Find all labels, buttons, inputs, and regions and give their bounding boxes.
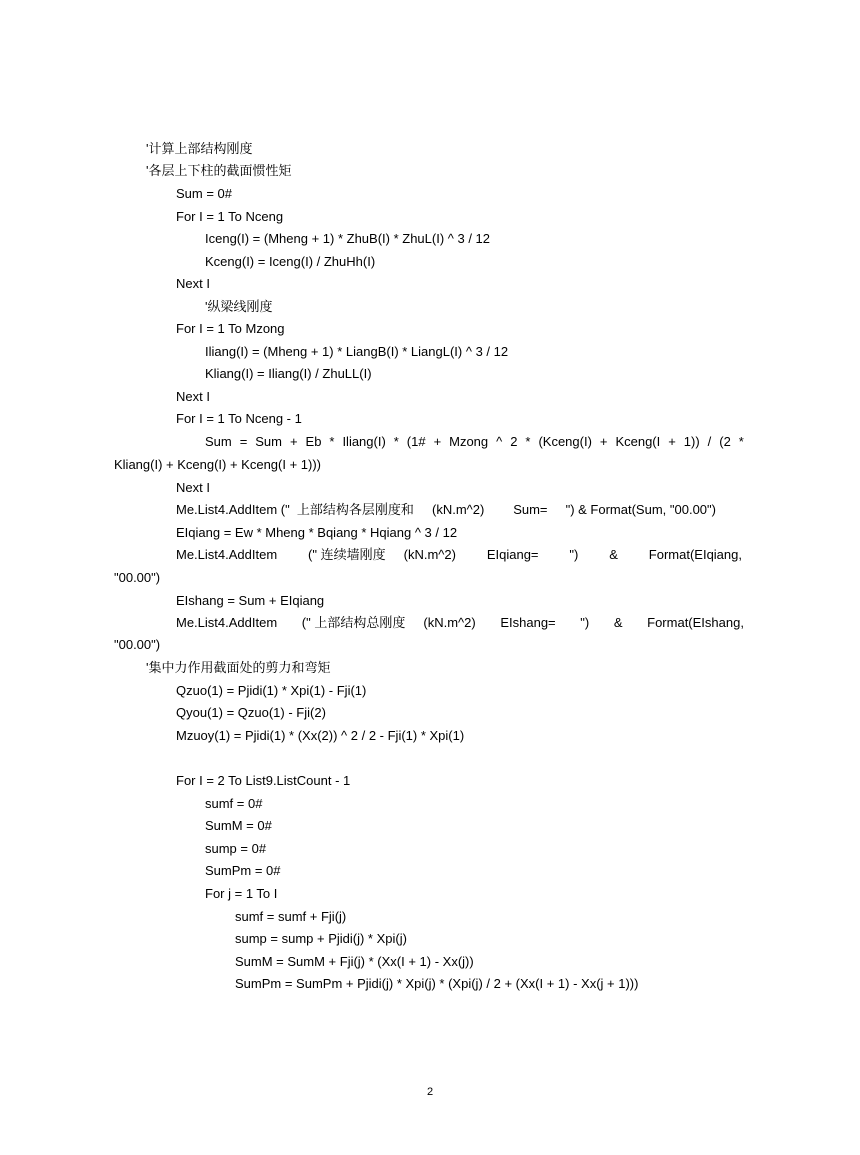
code-line: For I = 1 To Mzong (176, 321, 285, 336)
code-token: + (289, 434, 298, 449)
code-token: (Kceng(I) (538, 434, 592, 449)
code-token: Format(EIqiang, (648, 547, 742, 562)
code-line: sump = 0# (205, 841, 267, 856)
code-line: SumPm = SumPm + Pjidi(j) * Xpi(j) * (Xpi(j) / 2 + (Xx(I + 1) - Xx(j + 1))) (235, 976, 639, 991)
code-line: Next I (176, 276, 210, 291)
code-token: * (525, 434, 531, 449)
code-token: (1# (406, 434, 426, 449)
code-line: SumPm = 0# (205, 863, 281, 878)
code-line: sump = sump + Pjidi(j) * Xpi(j) (235, 931, 407, 946)
code-token: ") (580, 615, 590, 630)
code-line: sumf = sumf + Fji(j) (235, 909, 347, 924)
code-line: EIshang = Sum + EIqiang (176, 593, 325, 608)
code-token: Mzong (449, 434, 489, 449)
code-token: EIshang= (500, 615, 556, 630)
code-token: 2 (510, 434, 518, 449)
code-line-continuation: "00.00") (114, 570, 161, 585)
code-token: ^ (496, 434, 503, 449)
code-comment: '各层上下柱的截面惯性矩 (146, 163, 292, 178)
code-line: Iceng(I) = (Mheng + 1) * ZhuB(I) * ZhuL(I) ^ 3 / 12 (205, 231, 490, 246)
code-token: & (609, 547, 618, 562)
code-token: (2 (719, 434, 731, 449)
code-line: Qzuo(1) = Pjidi(1) * Xpi(1) - Fji(1) (176, 683, 367, 698)
code-token: * (393, 434, 399, 449)
code-token: ") (569, 547, 579, 562)
code-line: For I = 1 To Nceng (176, 209, 284, 224)
code-token: * (738, 434, 744, 449)
code-line: Next I (176, 480, 210, 495)
code-line: sumf = 0# (205, 796, 263, 811)
code-token: Kceng(I (615, 434, 661, 449)
code-token: + (668, 434, 676, 449)
code-token: Me.List4.AddItem (176, 547, 278, 562)
code-token: Iliang(I) (342, 434, 386, 449)
code-line: SumM = 0# (205, 818, 272, 833)
code-line: Iliang(I) = (Mheng + 1) * LiangB(I) * LiangL(I) ^ 3 / 12 (205, 344, 509, 359)
code-line: Kceng(I) = Iceng(I) / ZhuHh(I) (205, 254, 376, 269)
code-line-justified (176, 547, 742, 563)
code-line: For j = 1 To I (205, 886, 278, 901)
code-line: Next I (176, 389, 210, 404)
code-token: Sum (255, 434, 282, 449)
code-token: (" 连续墙刚度 (kN.m^2) (308, 547, 456, 562)
code-line: SumM = SumM + Fji(j) * (Xx(I + 1) - Xx(j)) (235, 954, 474, 969)
code-line: For I = 1 To Nceng - 1 (176, 411, 302, 426)
code-token: + (599, 434, 608, 449)
code-token: * (329, 434, 335, 449)
code-comment: '计算上部结构刚度 (146, 141, 253, 156)
page-number: 2 (426, 1086, 434, 1098)
code-line-justified (176, 615, 744, 631)
code-token: EIqiang= (486, 547, 539, 562)
code-line-justified (205, 434, 744, 450)
code-token: Me.List4.AddItem (176, 615, 278, 630)
code-line-continuation: Kliang(I) + Kceng(I) + Kceng(I + 1))) (114, 457, 322, 472)
code-token: Eb (305, 434, 322, 449)
code-line: Qyou(1) = Qzuo(1) - Fji(2) (176, 705, 326, 720)
code-comment: '集中力作用截面处的剪力和弯矩 (146, 660, 331, 675)
code-line: Sum = 0# (176, 186, 233, 201)
code-token: & (613, 615, 623, 630)
code-line: For I = 2 To List9.ListCount - 1 (176, 773, 351, 788)
code-token: = (239, 434, 248, 449)
code-comment: '纵梁线刚度 (205, 299, 273, 314)
code-line: EIqiang = Ew * Mheng * Bqiang * Hqiang ^ 3 / 12 (176, 525, 458, 540)
code-token: (" 上部结构总刚度 (kN.m^2) (301, 615, 476, 630)
code-line: Mzuoy(1) = Pjidi(1) * (Xx(2)) ^ 2 / 2 - Fji(1) * Xpi(1) (176, 728, 465, 743)
code-line: Me.List4.AddItem (" 上部结构各层刚度和 (kN.m^2) Sum= ") & Format(Sum, "00.00") (176, 502, 716, 517)
code-line: Kliang(I) = Iliang(I) / ZhuLL(I) (205, 366, 372, 381)
code-line-continuation: "00.00") (114, 637, 161, 652)
code-token: Format(EIshang, (647, 615, 744, 630)
code-token: 1)) (683, 434, 700, 449)
code-token: / (707, 434, 712, 449)
code-token: Sum (205, 434, 232, 449)
code-token: + (433, 434, 442, 449)
